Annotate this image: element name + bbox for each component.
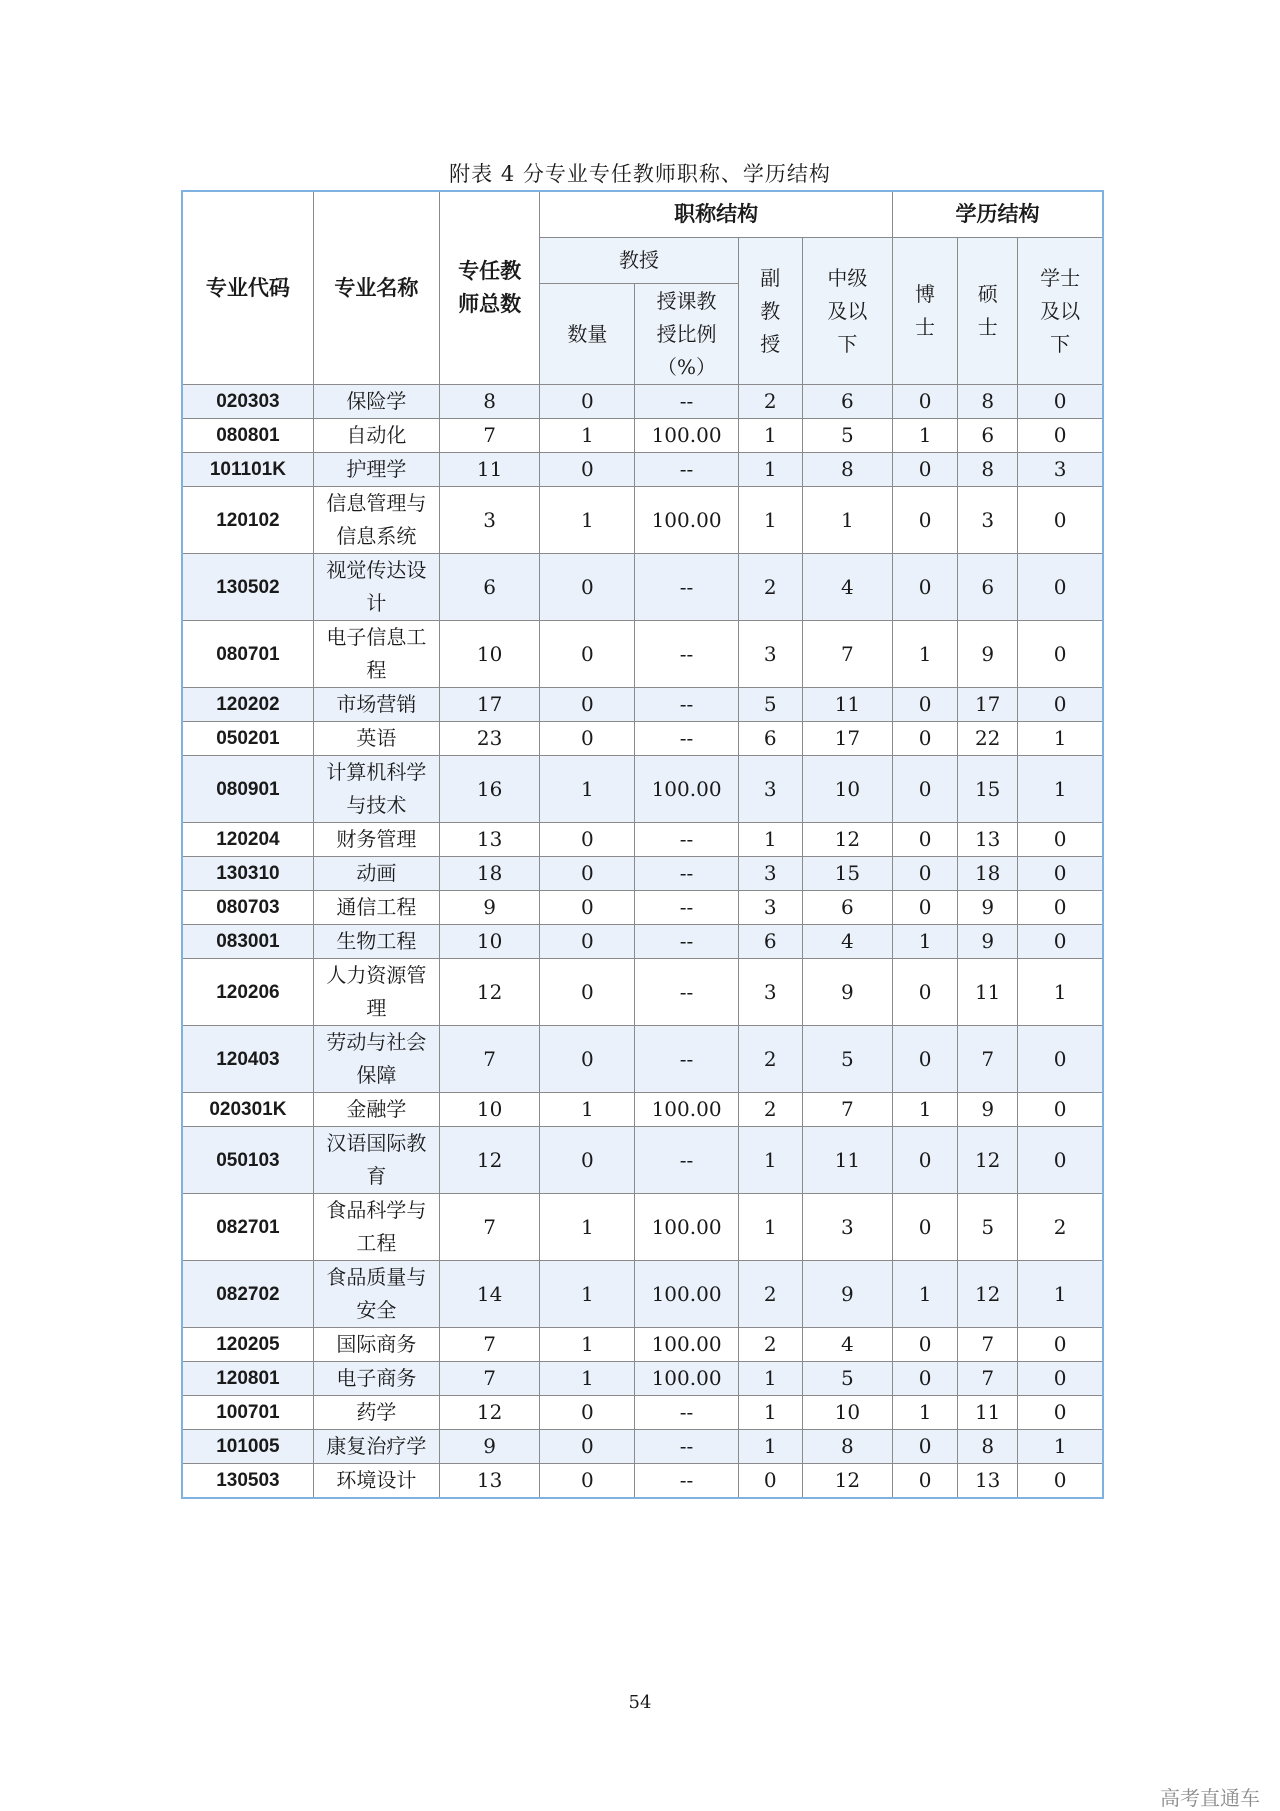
cell-associate-professor: 3 [738,621,802,688]
cell-major-name: 人力资源管理 [313,959,439,1026]
cell-professor-count: 0 [540,1127,635,1194]
cell-major-code: 050103 [182,1127,313,1194]
faculty-structure-table-wrapper [181,190,1104,1499]
cell-master: 8 [958,1430,1018,1464]
cell-professor-count: 1 [540,756,635,823]
cell-total-teachers: 12 [440,1127,540,1194]
cell-bachelor-below: 0 [1018,1127,1103,1194]
cell-phd: 0 [892,554,957,621]
cell-major-name: 劳动与社会保障 [313,1026,439,1093]
cell-intermediate-below: 1 [802,487,892,554]
cell-professor-count: 0 [540,1396,635,1430]
cell-bachelor-below: 0 [1018,823,1103,857]
table-row [182,1261,1103,1328]
cell-teaching-professor-ratio: -- [635,1464,738,1499]
table-row [182,688,1103,722]
cell-total-teachers: 10 [440,925,540,959]
cell-professor-count: 0 [540,891,635,925]
cell-phd: 0 [892,857,957,891]
table-row [182,891,1103,925]
cell-bachelor-below: 0 [1018,487,1103,554]
cell-master: 12 [958,1261,1018,1328]
cell-intermediate-below: 12 [802,1464,892,1499]
cell-associate-professor: 2 [738,1093,802,1127]
cell-master: 9 [958,925,1018,959]
table-row [182,554,1103,621]
cell-total-teachers: 12 [440,959,540,1026]
cell-phd: 0 [892,756,957,823]
cell-teaching-professor-ratio: 100.00 [635,1093,738,1127]
cell-teaching-professor-ratio: 100.00 [635,1261,738,1328]
cell-total-teachers: 9 [440,1430,540,1464]
cell-major-name: 信息管理与信息系统 [313,487,439,554]
table-body [182,385,1103,1499]
faculty-structure-table [181,190,1104,1499]
cell-teaching-professor-ratio: -- [635,1430,738,1464]
cell-major-name: 电子商务 [313,1362,439,1396]
cell-bachelor-below: 1 [1018,722,1103,756]
header-associate-professor: 副教授 [738,238,802,385]
cell-total-teachers: 7 [440,1328,540,1362]
table-row [182,1194,1103,1261]
cell-teaching-professor-ratio: -- [635,1396,738,1430]
cell-teaching-professor-ratio: -- [635,554,738,621]
cell-major-name: 金融学 [313,1093,439,1127]
cell-total-teachers: 7 [440,1194,540,1261]
cell-major-code: 083001 [182,925,313,959]
cell-major-name: 环境设计 [313,1464,439,1499]
cell-phd: 0 [892,1127,957,1194]
cell-master: 8 [958,453,1018,487]
cell-bachelor-below: 0 [1018,1328,1103,1362]
cell-professor-count: 0 [540,925,635,959]
cell-bachelor-below: 0 [1018,891,1103,925]
table-row [182,453,1103,487]
cell-bachelor-below: 0 [1018,1464,1103,1499]
cell-intermediate-below: 5 [802,1026,892,1093]
table-row [182,419,1103,453]
cell-professor-count: 1 [540,419,635,453]
table-row [182,823,1103,857]
cell-bachelor-below: 1 [1018,756,1103,823]
cell-associate-professor: 1 [738,1430,802,1464]
table-row [182,1396,1103,1430]
cell-professor-count: 0 [540,621,635,688]
cell-intermediate-below: 4 [802,554,892,621]
cell-intermediate-below: 9 [802,1261,892,1328]
cell-major-code: 101101K [182,453,313,487]
cell-teaching-professor-ratio: 100.00 [635,1328,738,1362]
cell-total-teachers: 14 [440,1261,540,1328]
cell-intermediate-below: 15 [802,857,892,891]
cell-phd: 0 [892,487,957,554]
cell-major-name: 自动化 [313,419,439,453]
header-major-code: 专业代码 [182,191,313,385]
cell-major-name: 财务管理 [313,823,439,857]
cell-associate-professor: 1 [738,419,802,453]
cell-major-code: 120204 [182,823,313,857]
cell-bachelor-below: 0 [1018,688,1103,722]
cell-master: 13 [958,823,1018,857]
header-bachelor-below: 学士及以下 [1018,238,1103,385]
cell-teaching-professor-ratio: 100.00 [635,487,738,554]
cell-major-code: 080703 [182,891,313,925]
cell-intermediate-below: 8 [802,453,892,487]
cell-major-name: 药学 [313,1396,439,1430]
cell-professor-count: 1 [540,1194,635,1261]
cell-total-teachers: 10 [440,621,540,688]
cell-master: 8 [958,385,1018,419]
cell-associate-professor: 0 [738,1464,802,1499]
cell-major-name: 国际商务 [313,1328,439,1362]
cell-major-code: 120205 [182,1328,313,1362]
cell-total-teachers: 12 [440,1396,540,1430]
cell-professor-count: 0 [540,1430,635,1464]
cell-professor-count: 1 [540,1093,635,1127]
cell-bachelor-below: 0 [1018,1396,1103,1430]
cell-associate-professor: 1 [738,453,802,487]
cell-intermediate-below: 4 [802,925,892,959]
cell-master: 5 [958,1194,1018,1261]
cell-phd: 0 [892,1194,957,1261]
cell-master: 15 [958,756,1018,823]
cell-intermediate-below: 10 [802,1396,892,1430]
table-row [182,1464,1103,1499]
header-teaching-professor-ratio: 授课教授比例（%） [635,284,738,385]
cell-phd: 0 [892,688,957,722]
cell-major-code: 120202 [182,688,313,722]
cell-phd: 1 [892,1396,957,1430]
cell-major-name: 康复治疗学 [313,1430,439,1464]
cell-associate-professor: 5 [738,688,802,722]
cell-total-teachers: 3 [440,487,540,554]
cell-teaching-professor-ratio: -- [635,1127,738,1194]
cell-master: 9 [958,621,1018,688]
cell-total-teachers: 6 [440,554,540,621]
cell-associate-professor: 2 [738,1026,802,1093]
cell-bachelor-below: 1 [1018,959,1103,1026]
cell-professor-count: 0 [540,1464,635,1499]
cell-intermediate-below: 11 [802,1127,892,1194]
table-row [182,925,1103,959]
cell-teaching-professor-ratio: -- [635,959,738,1026]
watermark-text: 高考直通车 [1160,1786,1260,1810]
cell-intermediate-below: 3 [802,1194,892,1261]
cell-master: 17 [958,688,1018,722]
header-title-structure: 职称结构 [540,191,893,238]
cell-total-teachers: 23 [440,722,540,756]
cell-associate-professor: 2 [738,1261,802,1328]
cell-major-name: 电子信息工程 [313,621,439,688]
cell-teaching-professor-ratio: -- [635,857,738,891]
cell-teaching-professor-ratio: -- [635,688,738,722]
cell-major-name: 市场营销 [313,688,439,722]
header-professor: 教授 [540,238,738,284]
cell-total-teachers: 7 [440,419,540,453]
cell-intermediate-below: 6 [802,891,892,925]
cell-major-code: 082702 [182,1261,313,1328]
cell-associate-professor: 6 [738,722,802,756]
cell-intermediate-below: 5 [802,419,892,453]
cell-teaching-professor-ratio: 100.00 [635,1194,738,1261]
cell-phd: 1 [892,925,957,959]
cell-phd: 1 [892,1261,957,1328]
cell-total-teachers: 7 [440,1362,540,1396]
cell-phd: 0 [892,1430,957,1464]
cell-major-code: 120206 [182,959,313,1026]
table-row [182,756,1103,823]
header-major-name: 专业名称 [313,191,439,385]
cell-major-code: 120801 [182,1362,313,1396]
cell-major-name: 英语 [313,722,439,756]
cell-professor-count: 0 [540,722,635,756]
table-row [182,722,1103,756]
cell-major-name: 汉语国际教育 [313,1127,439,1194]
cell-major-name: 动画 [313,857,439,891]
cell-teaching-professor-ratio: 100.00 [635,419,738,453]
cell-master: 7 [958,1026,1018,1093]
cell-associate-professor: 6 [738,925,802,959]
cell-phd: 1 [892,1093,957,1127]
cell-intermediate-below: 17 [802,722,892,756]
cell-teaching-professor-ratio: -- [635,925,738,959]
cell-intermediate-below: 4 [802,1328,892,1362]
cell-phd: 0 [892,1464,957,1499]
cell-major-name: 护理学 [313,453,439,487]
cell-teaching-professor-ratio: -- [635,385,738,419]
cell-master: 6 [958,554,1018,621]
cell-associate-professor: 2 [738,385,802,419]
cell-teaching-professor-ratio: -- [635,621,738,688]
cell-associate-professor: 1 [738,1127,802,1194]
header-professor-count: 数量 [540,284,635,385]
header-education-structure: 学历结构 [892,191,1103,238]
cell-master: 7 [958,1328,1018,1362]
cell-master: 7 [958,1362,1018,1396]
cell-total-teachers: 10 [440,1093,540,1127]
table-row [182,1026,1103,1093]
table-row [182,1127,1103,1194]
cell-intermediate-below: 9 [802,959,892,1026]
cell-major-code: 020303 [182,385,313,419]
cell-bachelor-below: 1 [1018,1261,1103,1328]
cell-phd: 0 [892,722,957,756]
header-total-teachers: 专任教师总数 [440,191,540,385]
cell-bachelor-below: 0 [1018,554,1103,621]
header-master: 硕士 [958,238,1018,385]
cell-associate-professor: 3 [738,891,802,925]
cell-professor-count: 1 [540,1362,635,1396]
cell-major-name: 食品质量与安全 [313,1261,439,1328]
cell-major-name: 食品科学与工程 [313,1194,439,1261]
cell-major-code: 101005 [182,1430,313,1464]
cell-master: 9 [958,891,1018,925]
cell-total-teachers: 13 [440,823,540,857]
cell-bachelor-below: 0 [1018,385,1103,419]
cell-phd: 0 [892,1362,957,1396]
cell-master: 18 [958,857,1018,891]
cell-phd: 0 [892,891,957,925]
cell-bachelor-below: 0 [1018,419,1103,453]
cell-major-code: 130310 [182,857,313,891]
cell-phd: 0 [892,1026,957,1093]
cell-teaching-professor-ratio: 100.00 [635,1362,738,1396]
cell-intermediate-below: 8 [802,1430,892,1464]
cell-total-teachers: 17 [440,688,540,722]
cell-intermediate-below: 5 [802,1362,892,1396]
page-number: 54 [628,1692,652,1713]
cell-teaching-professor-ratio: -- [635,722,738,756]
cell-associate-professor: 3 [738,857,802,891]
cell-total-teachers: 18 [440,857,540,891]
cell-teaching-professor-ratio: -- [635,891,738,925]
cell-major-code: 120102 [182,487,313,554]
cell-major-code: 080701 [182,621,313,688]
cell-phd: 1 [892,419,957,453]
cell-major-code: 100701 [182,1396,313,1430]
cell-associate-professor: 2 [738,1328,802,1362]
cell-master: 11 [958,1396,1018,1430]
cell-major-code: 130502 [182,554,313,621]
cell-professor-count: 0 [540,554,635,621]
table-row [182,1093,1103,1127]
cell-intermediate-below: 10 [802,756,892,823]
cell-associate-professor: 1 [738,487,802,554]
cell-major-code: 130503 [182,1464,313,1499]
cell-teaching-professor-ratio: 100.00 [635,756,738,823]
cell-bachelor-below: 0 [1018,1093,1103,1127]
cell-associate-professor: 2 [738,554,802,621]
cell-intermediate-below: 7 [802,1093,892,1127]
cell-phd: 0 [892,823,957,857]
cell-intermediate-below: 11 [802,688,892,722]
cell-phd: 0 [892,453,957,487]
table-row [182,385,1103,419]
cell-teaching-professor-ratio: -- [635,453,738,487]
cell-bachelor-below: 0 [1018,925,1103,959]
table-row [182,487,1103,554]
cell-associate-professor: 3 [738,959,802,1026]
cell-bachelor-below: 0 [1018,1362,1103,1396]
header-phd: 博士 [892,238,957,385]
cell-total-teachers: 7 [440,1026,540,1093]
cell-professor-count: 0 [540,857,635,891]
table-row [182,1362,1103,1396]
cell-major-code: 080801 [182,419,313,453]
cell-bachelor-below: 0 [1018,621,1103,688]
cell-master: 11 [958,959,1018,1026]
cell-phd: 0 [892,1328,957,1362]
cell-professor-count: 0 [540,453,635,487]
cell-major-code: 020301K [182,1093,313,1127]
cell-major-name: 计算机科学与技术 [313,756,439,823]
table-row [182,857,1103,891]
cell-major-name: 保险学 [313,385,439,419]
cell-major-name: 通信工程 [313,891,439,925]
cell-professor-count: 1 [540,487,635,554]
cell-associate-professor: 1 [738,1362,802,1396]
table-row [182,1430,1103,1464]
cell-associate-professor: 1 [738,1396,802,1430]
cell-associate-professor: 1 [738,823,802,857]
cell-bachelor-below: 1 [1018,1430,1103,1464]
cell-total-teachers: 9 [440,891,540,925]
cell-professor-count: 1 [540,1261,635,1328]
cell-phd: 0 [892,385,957,419]
cell-master: 12 [958,1127,1018,1194]
cell-major-code: 082701 [182,1194,313,1261]
cell-professor-count: 0 [540,688,635,722]
cell-intermediate-below: 12 [802,823,892,857]
cell-associate-professor: 1 [738,1194,802,1261]
cell-teaching-professor-ratio: -- [635,823,738,857]
cell-major-name: 视觉传达设计 [313,554,439,621]
cell-total-teachers: 13 [440,1464,540,1499]
cell-major-code: 050201 [182,722,313,756]
cell-total-teachers: 8 [440,385,540,419]
cell-professor-count: 1 [540,1328,635,1362]
cell-master: 13 [958,1464,1018,1499]
cell-intermediate-below: 7 [802,621,892,688]
table-row [182,1328,1103,1362]
table-row [182,959,1103,1026]
table-caption: 附表 4 分专业专任教师职称、学历结构 [449,162,831,186]
cell-master: 3 [958,487,1018,554]
cell-total-teachers: 16 [440,756,540,823]
cell-professor-count: 0 [540,959,635,1026]
cell-master: 22 [958,722,1018,756]
cell-major-code: 080901 [182,756,313,823]
cell-master: 9 [958,1093,1018,1127]
cell-professor-count: 0 [540,385,635,419]
cell-professor-count: 0 [540,823,635,857]
table-row [182,621,1103,688]
cell-associate-professor: 3 [738,756,802,823]
cell-phd: 1 [892,621,957,688]
cell-professor-count: 0 [540,1026,635,1093]
cell-major-name: 生物工程 [313,925,439,959]
cell-total-teachers: 11 [440,453,540,487]
cell-bachelor-below: 2 [1018,1194,1103,1261]
cell-major-code: 120403 [182,1026,313,1093]
cell-phd: 0 [892,959,957,1026]
cell-bachelor-below: 0 [1018,1026,1103,1093]
header-intermediate-below: 中级及以下 [802,238,892,385]
cell-intermediate-below: 6 [802,385,892,419]
cell-teaching-professor-ratio: -- [635,1026,738,1093]
cell-master: 6 [958,419,1018,453]
cell-bachelor-below: 3 [1018,453,1103,487]
cell-bachelor-below: 0 [1018,857,1103,891]
